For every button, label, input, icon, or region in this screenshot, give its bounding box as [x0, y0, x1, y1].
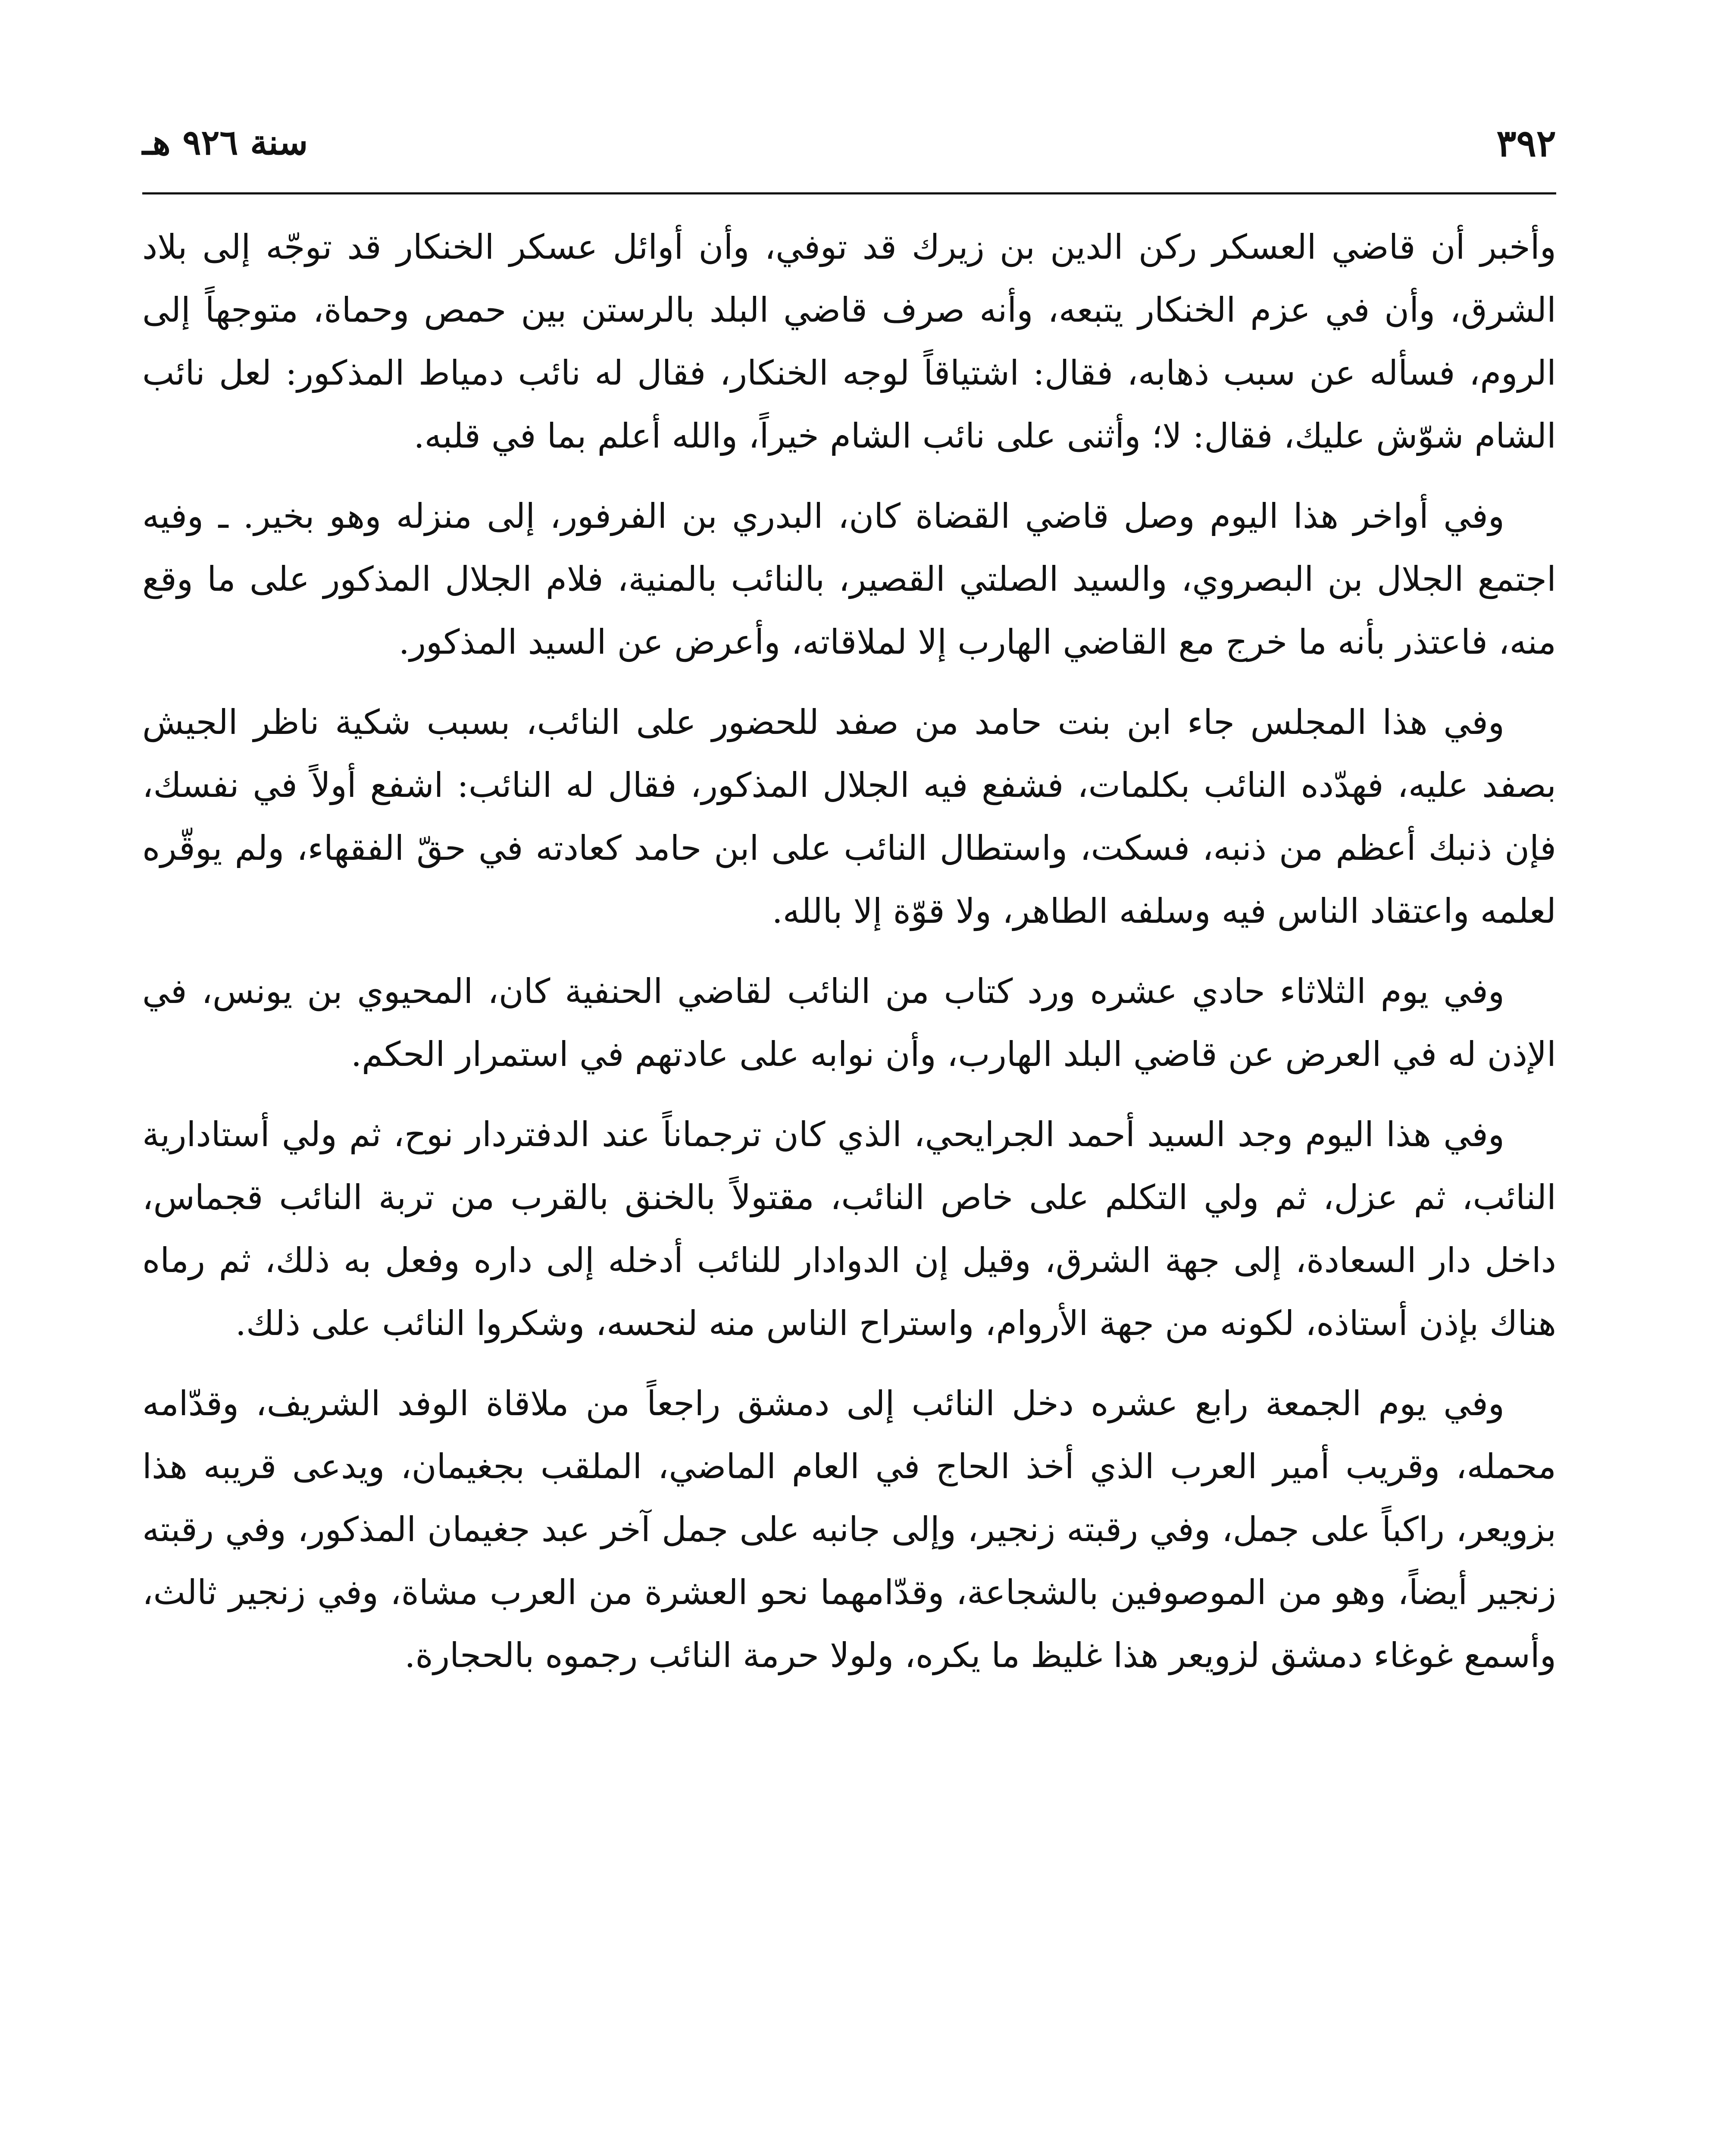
paragraph-5: وفي هذا اليوم وجد السيد أحمد الجرايحي، الذي كان ترجماناً عند الدفتردار نوح، ثم ولي أستادارية النائب، ثم عزل، ثم ولي التكلم على خاص النائب، مقتولاً بالخنق بالقرب من تربة النائب قجماس، داخل دار السعادة، إلى جهة الشرق، وقيل إن الدوادار للنائب أدخله إلى داره وفعل به ذلك، ثم رماه هناك بإذن أستاذه، لكونه من جهة الأروام، واستراح الناس منه لنحسه، وشكروا النائب على ذلك.	[142, 1115, 1556, 1343]
paragraph-1: وأخبر أن قاضي العسكر ركن الدين بن زيرك قد توفي، وأن أوائل عسكر الخنكار قد توجّه إلى بلاد الشرق، وأن في عزم الخنكار يتبعه، وأنه صرف قاضي البلد بالرستن بين حمص وحماة، متوجهاً إلى الروم، فسأله عن سبب ذهابه، فقال: اشتياقاً لوجه الخنكار، فقال له نائب دمياط المذكور: لعل نائب الشام شوّش عليك، فقال: لا؛ وأثنى على نائب الشام خيراً، والله أعلم بما في قلبه.	[142, 227, 1556, 456]
body-text	[142, 216, 1556, 1704]
paragraph-6: وفي يوم الجمعة رابع عشره دخل النائب إلى دمشق راجعاً من ملاقاة الوفد الشريف، وقدّامه محمله، وقريب أمير العرب الذي أخذ الحاج في العام الماضي، الملقب بجغيمان، ويدعى قريبه هذا بزويعر، راكباً على جمل، وفي رقبته زنجير، وإلى جانبه على جمل آخر عبد جغيمان المذكور، وفي رقبته زنجير أيضاً، وهو من الموصوفين بالشجاعة، وقدّامهما نحو العشرة من العرب مشاة، وفي زنجير ثالث، وأسمع غوغاء دمشق لزويعر هذا غليظ ما يكره، ولولا حرمة النائب رجموه بالحجارة.	[142, 1384, 1556, 1675]
running-head-year: سنة ٩٢٦ هـ	[142, 122, 308, 163]
paragraph-4: وفي يوم الثلاثاء حادي عشره ورد كتاب من النائب لقاضي الحنفية كان، المحيوي بن يونس، في الإذن له في العرض عن قاضي البلد الهارب، وأن نوابه على عادتهم في استمرار الحكم.	[142, 971, 1556, 1074]
page-header	[142, 108, 1556, 181]
header-divider	[142, 192, 1556, 194]
paragraph-3: وفي هذا المجلس جاء ابن بنت حامد من صفد للحضور على النائب، بسبب شكية ناظر الجيش بصفد عليه، فهدّده النائب بكلمات، فشفع فيه الجلال المذكور، فقال له النائب: اشفع أولاً في نفسك، فإن ذنبك أعظم من ذنبه، فسكت، واستطال النائب على ابن حامد كعادته في حقّ الفقهاء، ولم يوقّره لعلمه واعتقاد الناس فيه وسلفه الطاهر، ولا قوّة إلا بالله.	[142, 702, 1556, 931]
page-number: ٣٩٢	[1496, 122, 1556, 165]
paragraph-2: وفي أواخر هذا اليوم وصل قاضي القضاة كان، البدري بن الفرفور، إلى منزله وهو بخير. ـ وفيه اجتمع الجلال بن البصروي، والسيد الصلتي القصير، بالنائب بالمنية، فلام الجلال المذكور على ما وقع منه، فاعتذر بأنه ما خرج مع القاضي الهارب إلا لملاقاته، وأعرض عن السيد المذكور.	[142, 496, 1556, 662]
